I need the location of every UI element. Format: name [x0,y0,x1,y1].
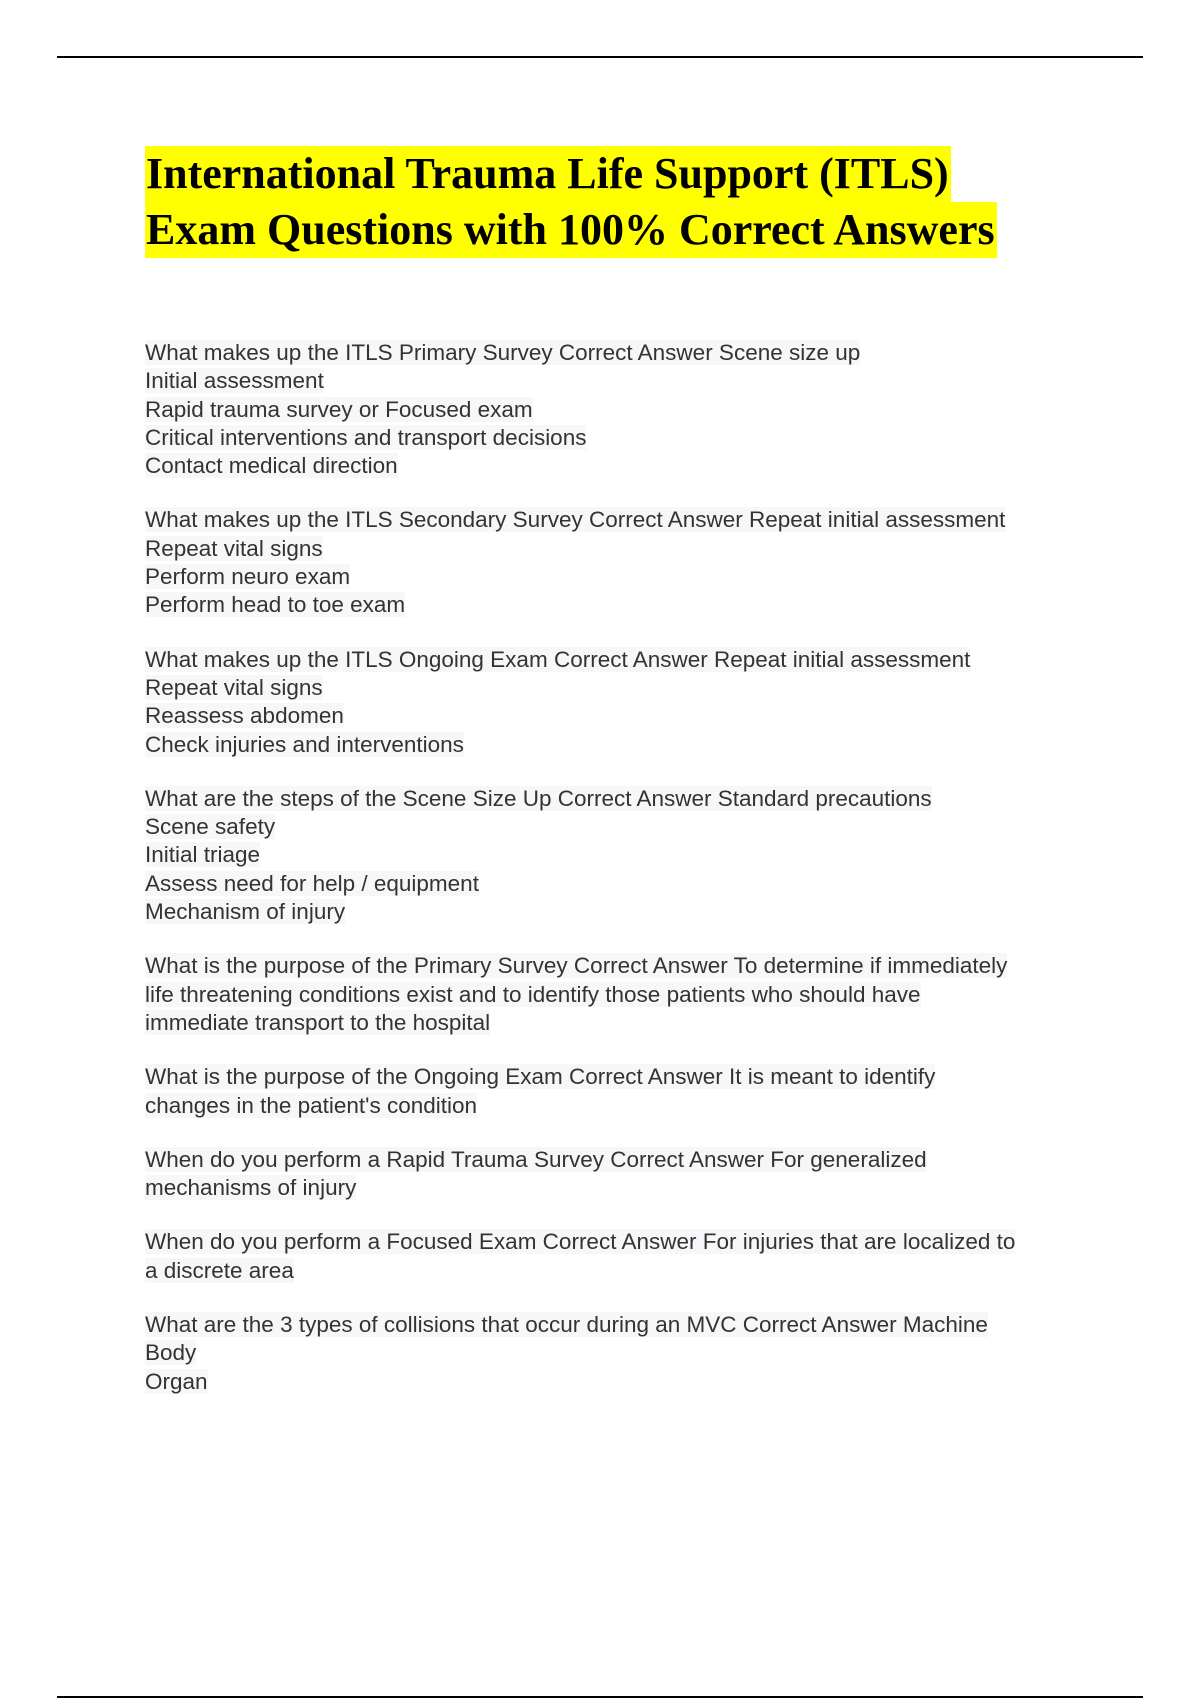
qa-answer-line: mechanisms of injury [145,1175,357,1201]
qa-answer-line: a discrete area [145,1257,294,1283]
qa-question-line: What makes up the ITLS Primary Survey Correct Answer Scene size up [145,340,861,365]
qa-answer-line: changes in the patient's condition [145,1092,478,1118]
qa-question-line: When do you perform a Focused Exam Correct Answer For injuries that are localized to [145,1229,1016,1255]
qa-answer-line: life threatening conditions exist and to identify those patients who should have [145,981,921,1007]
qa-answer-line: Perform head to toe exam [145,592,406,618]
bottom-rule [57,1696,1143,1698]
qa-block-mvc-collisions [145,1311,1085,1396]
qa-answer-line: immediate transport to the hospital [145,1009,491,1035]
title-line-2: Exam Questions with 100% Correct Answers [145,202,997,258]
qa-question-line: What makes up the ITLS Ongoing Exam Correct Answer Repeat initial assessment [145,646,971,672]
top-rule [57,56,1143,58]
qa-question-line: What is the purpose of the Ongoing Exam Correct Answer It is meant to identify [145,1064,936,1090]
qa-answer-line: Check injuries and interventions [145,731,464,757]
qa-answer-line: Scene safety [145,814,276,840]
qa-block-focused-exam [145,1228,1085,1285]
title-line-1: International Trauma Life Support (ITLS) [145,146,951,202]
qa-answer-line: Assess need for help / equipment [145,870,479,896]
qa-answer-line: Initial assessment [145,368,324,394]
qa-question-line: What is the purpose of the Primary Survey Correct Answer To determine if immediately [145,953,1008,979]
qa-question-line: What are the steps of the Scene Size Up Correct Answer Standard precautions [145,785,932,811]
qa-block-primary-survey [145,339,1085,480]
qa-answer-line: Repeat vital signs [145,674,323,700]
document-title [145,146,1105,258]
qa-list [145,339,1085,1422]
qa-answer-line: Initial triage [145,842,261,868]
qa-answer-line: Repeat vital signs [145,535,323,561]
qa-question-line: What are the 3 types of collisions that occur during an MVC Correct Answer Machine [145,1312,988,1338]
qa-block-ongoing-exam [145,646,1085,759]
qa-answer-line: Body [145,1340,197,1366]
qa-answer-line: Perform neuro exam [145,564,351,590]
qa-question-line: When do you perform a Rapid Trauma Survey Correct Answer For generalized [145,1146,927,1172]
qa-answer-line: Rapid trauma survey or Focused exam [145,396,533,422]
qa-answer-line: Mechanism of injury [145,899,346,925]
qa-block-ongoing-purpose [145,1063,1085,1120]
qa-block-scene-size-up [145,785,1085,926]
qa-question-line: What makes up the ITLS Secondary Survey Correct Answer Repeat initial assessment [145,507,1006,533]
qa-answer-line: Reassess abdomen [145,703,344,729]
qa-answer-line: Contact medical direction [145,453,398,479]
qa-block-primary-purpose [145,952,1085,1037]
qa-block-rapid-trauma [145,1146,1085,1203]
qa-answer-line: Organ [145,1368,208,1394]
qa-answer-line: Critical interventions and transport decisions [145,424,587,450]
qa-block-secondary-survey [145,506,1085,619]
